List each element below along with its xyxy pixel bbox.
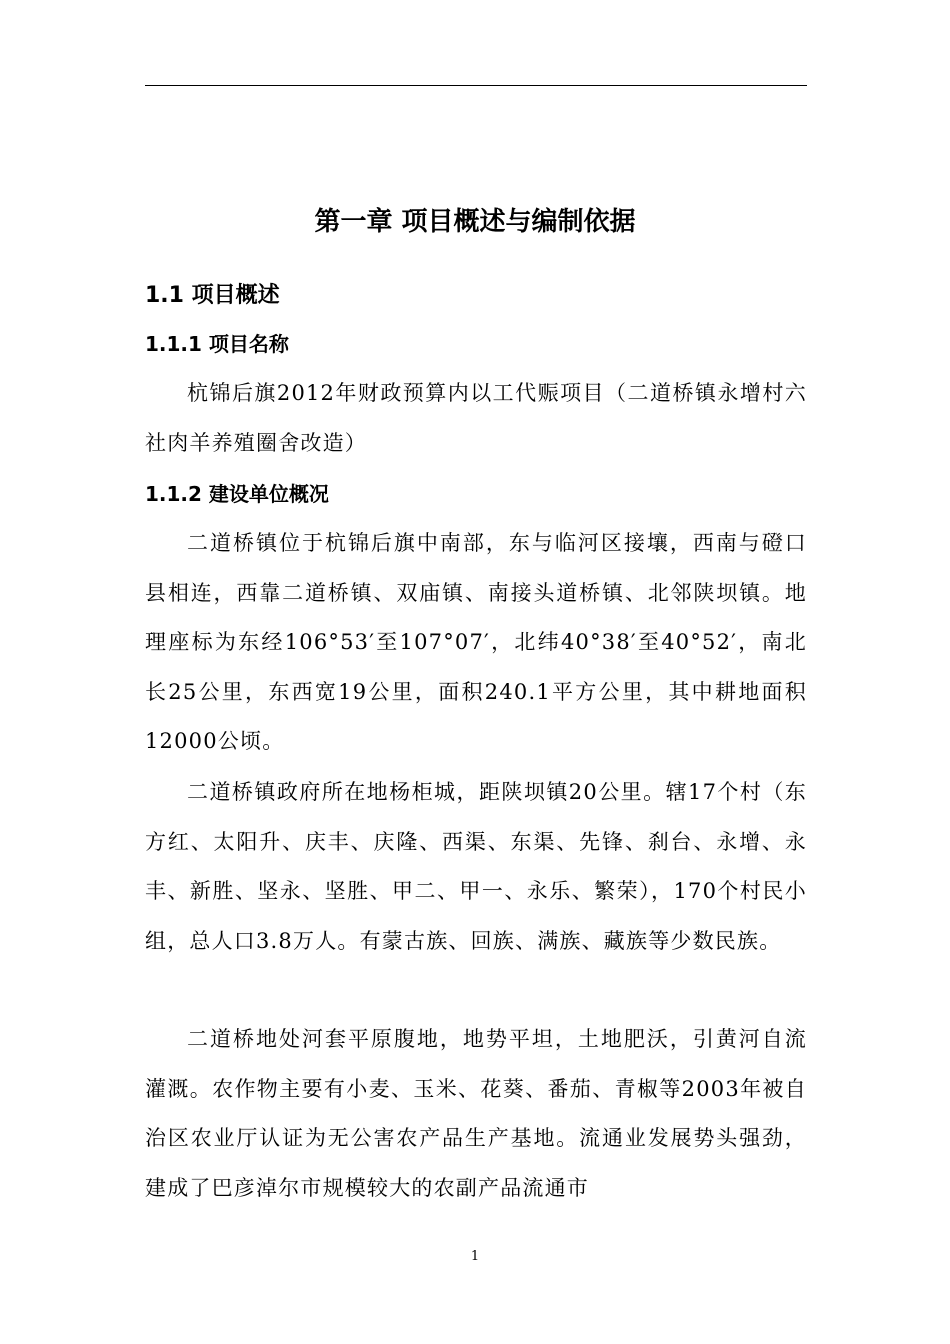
section-heading-1-1: 1.1 项目概述 xyxy=(145,283,280,308)
paragraph-location: 二道桥镇位于杭锦后旗中南部，东与临河区接壤，西南与磴口县相连，西靠二道桥镇、双庙镇、南接头道桥镇、北邻陕坝镇。地理座标为东经106°53′至107°07′，北纬40°38′至40°52′，南北长25公里，东西宽19公里，面积240.1平方公里，其中耕地面积12000公顷。 xyxy=(145,531,807,753)
paragraph-administration: 二道桥镇政府所在地杨柜城，距陕坝镇20公里。辖17个村（东方红、太阳升、庆丰、庆隆、西渠、东渠、先锋、刹台、永增、永丰、新胜、坚永、坚胜、甲二、甲一、永乐、繁荣），170个村民小组，总人口3.8万人。有蒙古族、回族、满族、藏族等少数民族。 xyxy=(145,780,807,953)
section-heading-1-1-2: 1.1.2 建设单位概况 xyxy=(145,482,329,506)
header-rule xyxy=(145,85,807,86)
chapter-title: 第一章 项目概述与编制依据 xyxy=(314,207,636,237)
section-heading-1-1-1: 1.1.1 项目名称 xyxy=(145,332,289,356)
paragraph-project-name: 杭锦后旗2012年财政预算内以工代赈项目（二道桥镇永增村六社肉羊养殖圈舍改造） xyxy=(145,381,807,455)
page-number: 1 xyxy=(470,1249,480,1264)
paragraph-agriculture: 二道桥地处河套平原腹地，地势平坦，土地肥沃，引黄河自流灌溉。农作物主要有小麦、玉米、花葵、番茄、青椒等2003年被自治区农业厅认证为无公害农产品生产基地。流通业发展势头强劲，建成了巴彦淖尔市规模较大的农副产品流通市 xyxy=(145,1027,807,1200)
